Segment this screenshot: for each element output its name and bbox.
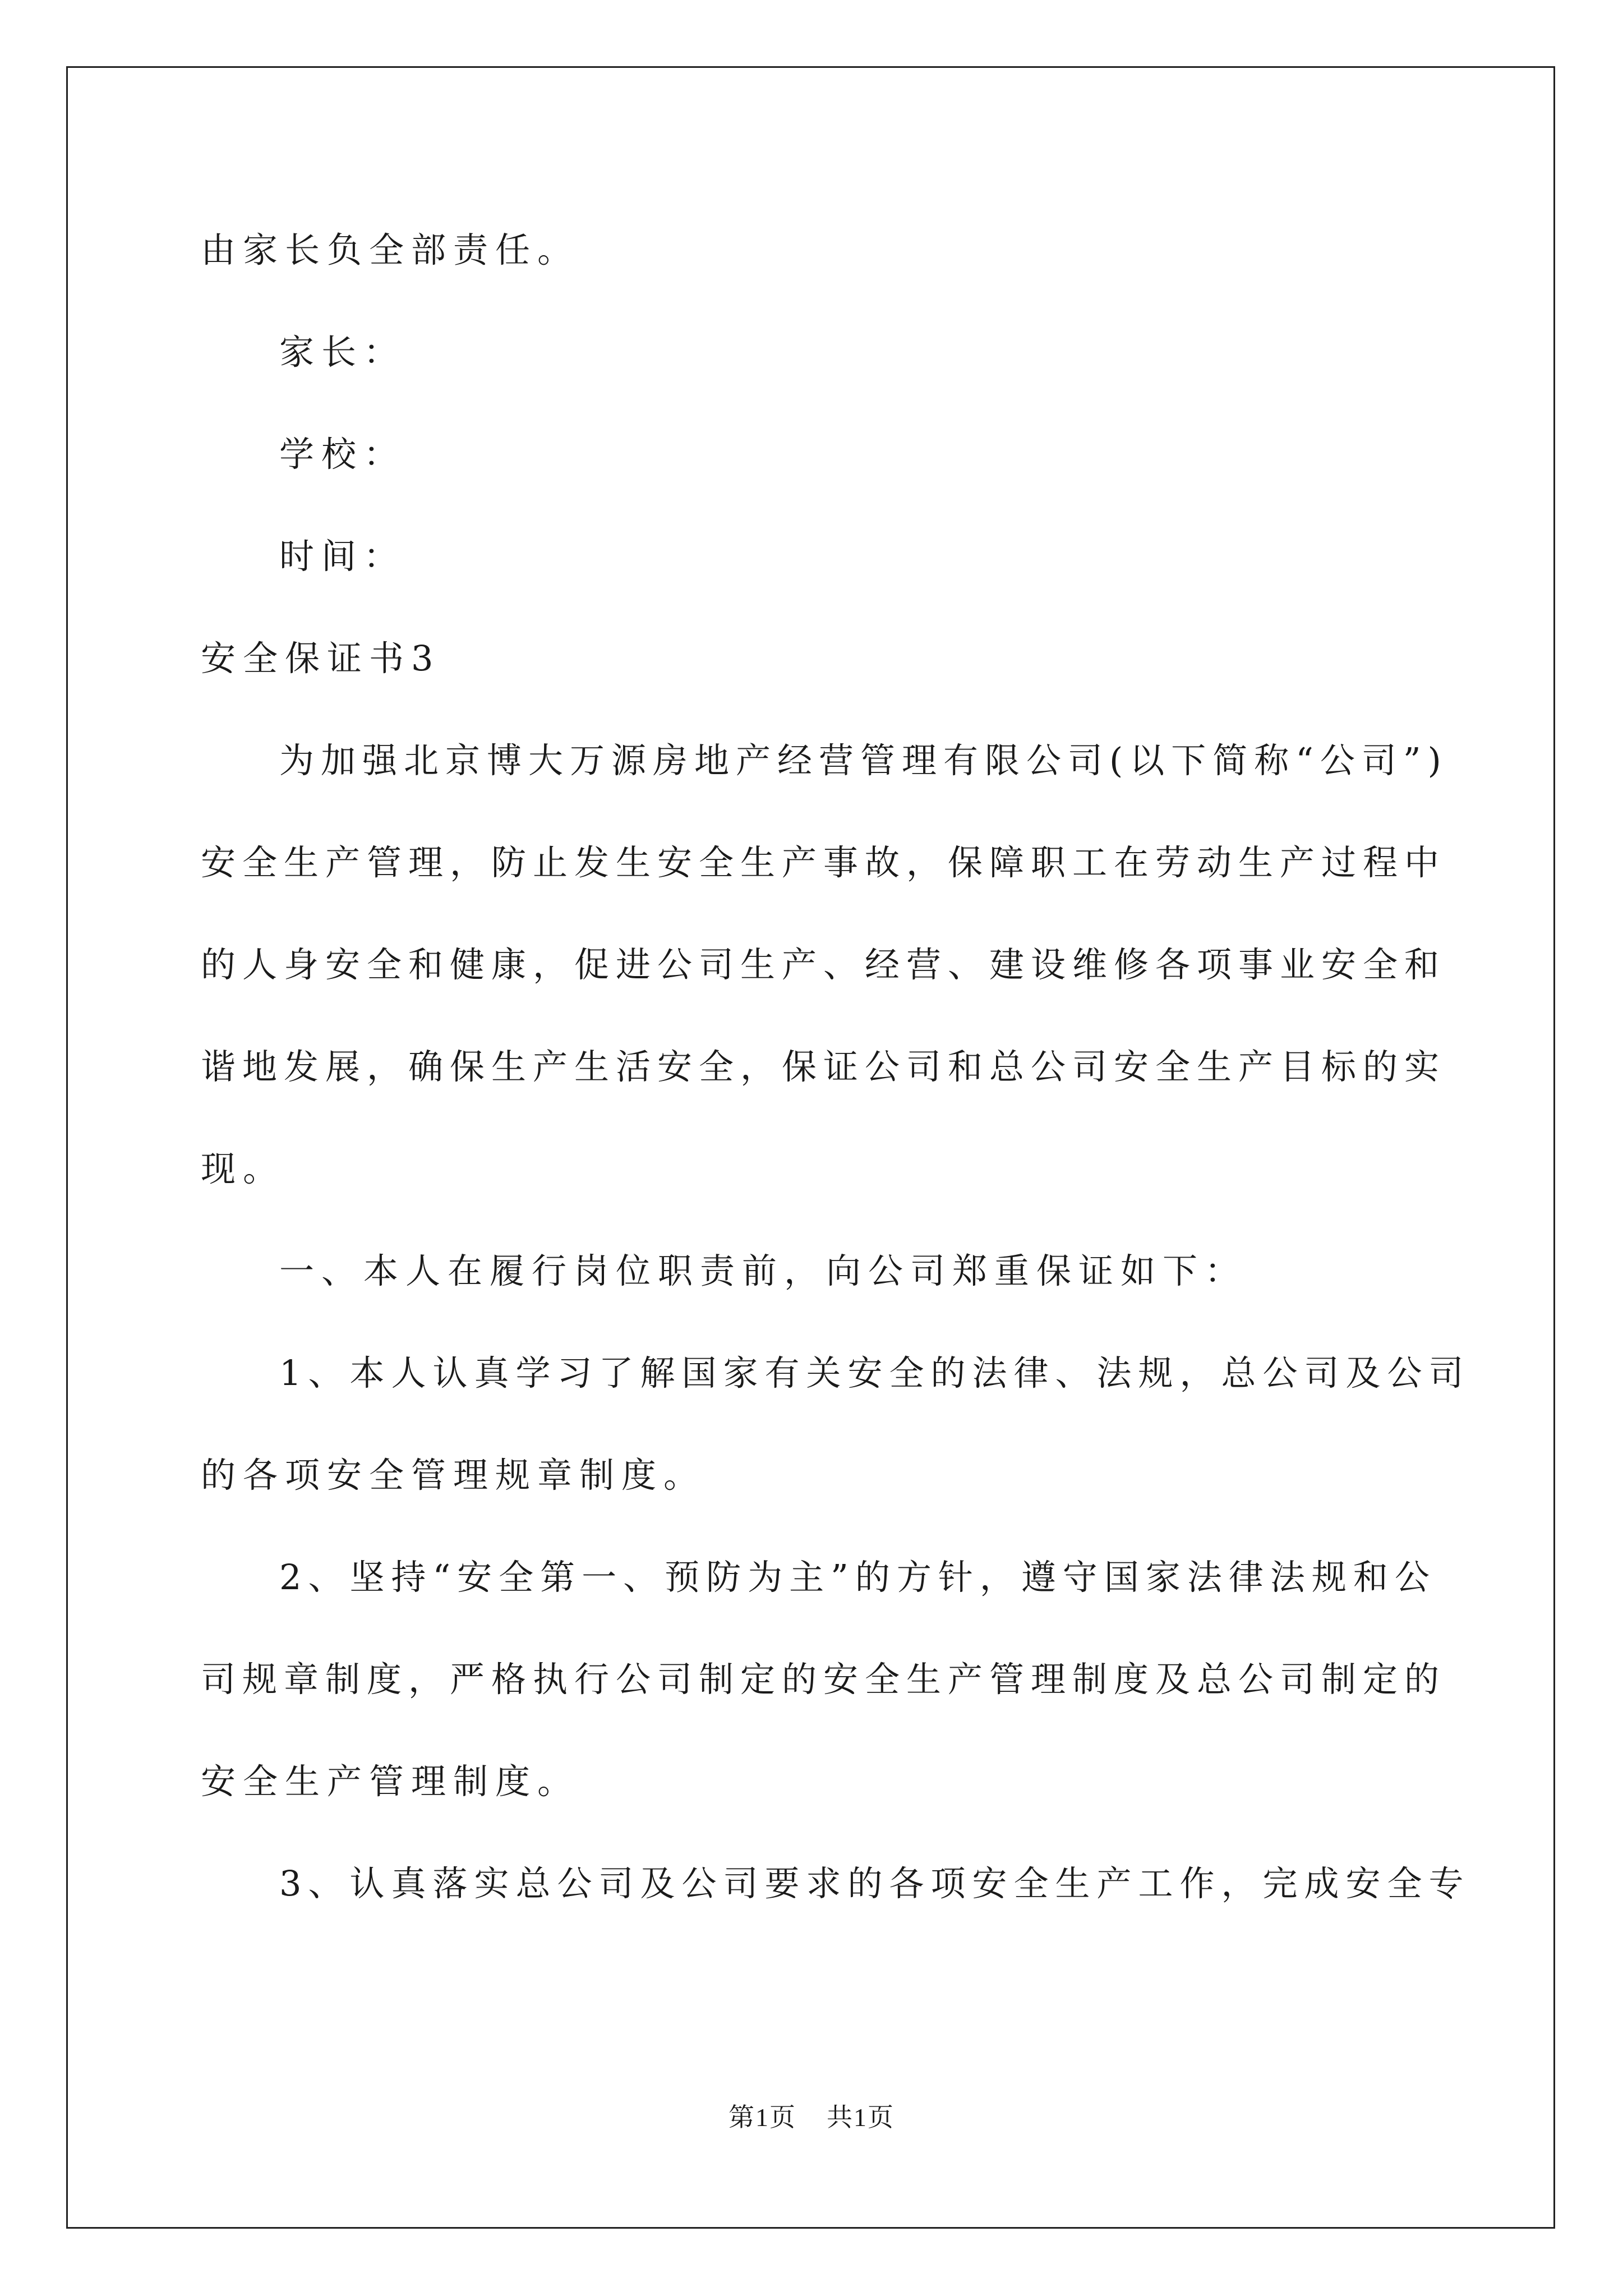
page-footer (0, 2101, 1623, 2134)
text-line: 家长： (279, 332, 406, 372)
text-line: 时间： (279, 536, 406, 577)
text-line: 为加强北京博大万源房地产经营管理有限公司(以下简称“公司”) (279, 740, 1448, 781)
text-line: 安全生产管理制度。 (201, 1761, 580, 1802)
section-heading: 安全保证书3 (201, 638, 441, 679)
text-line: 一、本人在履行岗位职责前，向公司郑重保证如下： (279, 1250, 1247, 1291)
text-line: 安全生产管理，防止发生安全生产事故，保障职工在劳动生产过程中 (201, 842, 1446, 883)
text-line: 1、本人认真学习了解国家有关安全的法律、法规，总公司及公司 (279, 1352, 1470, 1393)
page-total: 共1页 (827, 2103, 895, 2132)
page-number: 第1页 (728, 2103, 796, 2132)
text-line: 的人身安全和健康，促进公司生产、经营、建设维修各项事业安全和 (201, 944, 1446, 985)
text-line: 学校： (279, 434, 406, 475)
text-line: 2、坚持“安全第一、预防为主”的方针，遵守国家法律法规和公 (279, 1557, 1436, 1598)
text-line: 现。 (201, 1148, 285, 1189)
text-line: 谐地发展，确保生产生活安全，保证公司和总公司安全生产目标的实 (201, 1046, 1446, 1087)
text-line: 3、认真落实总公司及公司要求的各项安全生产工作，完成安全专 (279, 1863, 1470, 1904)
text-line: 由家长负全部责任。 (201, 229, 580, 270)
text-line: 的各项安全管理规章制度。 (201, 1455, 706, 1496)
text-line: 司规章制度，严格执行公司制定的安全生产管理制度及总公司制定的 (201, 1659, 1446, 1700)
